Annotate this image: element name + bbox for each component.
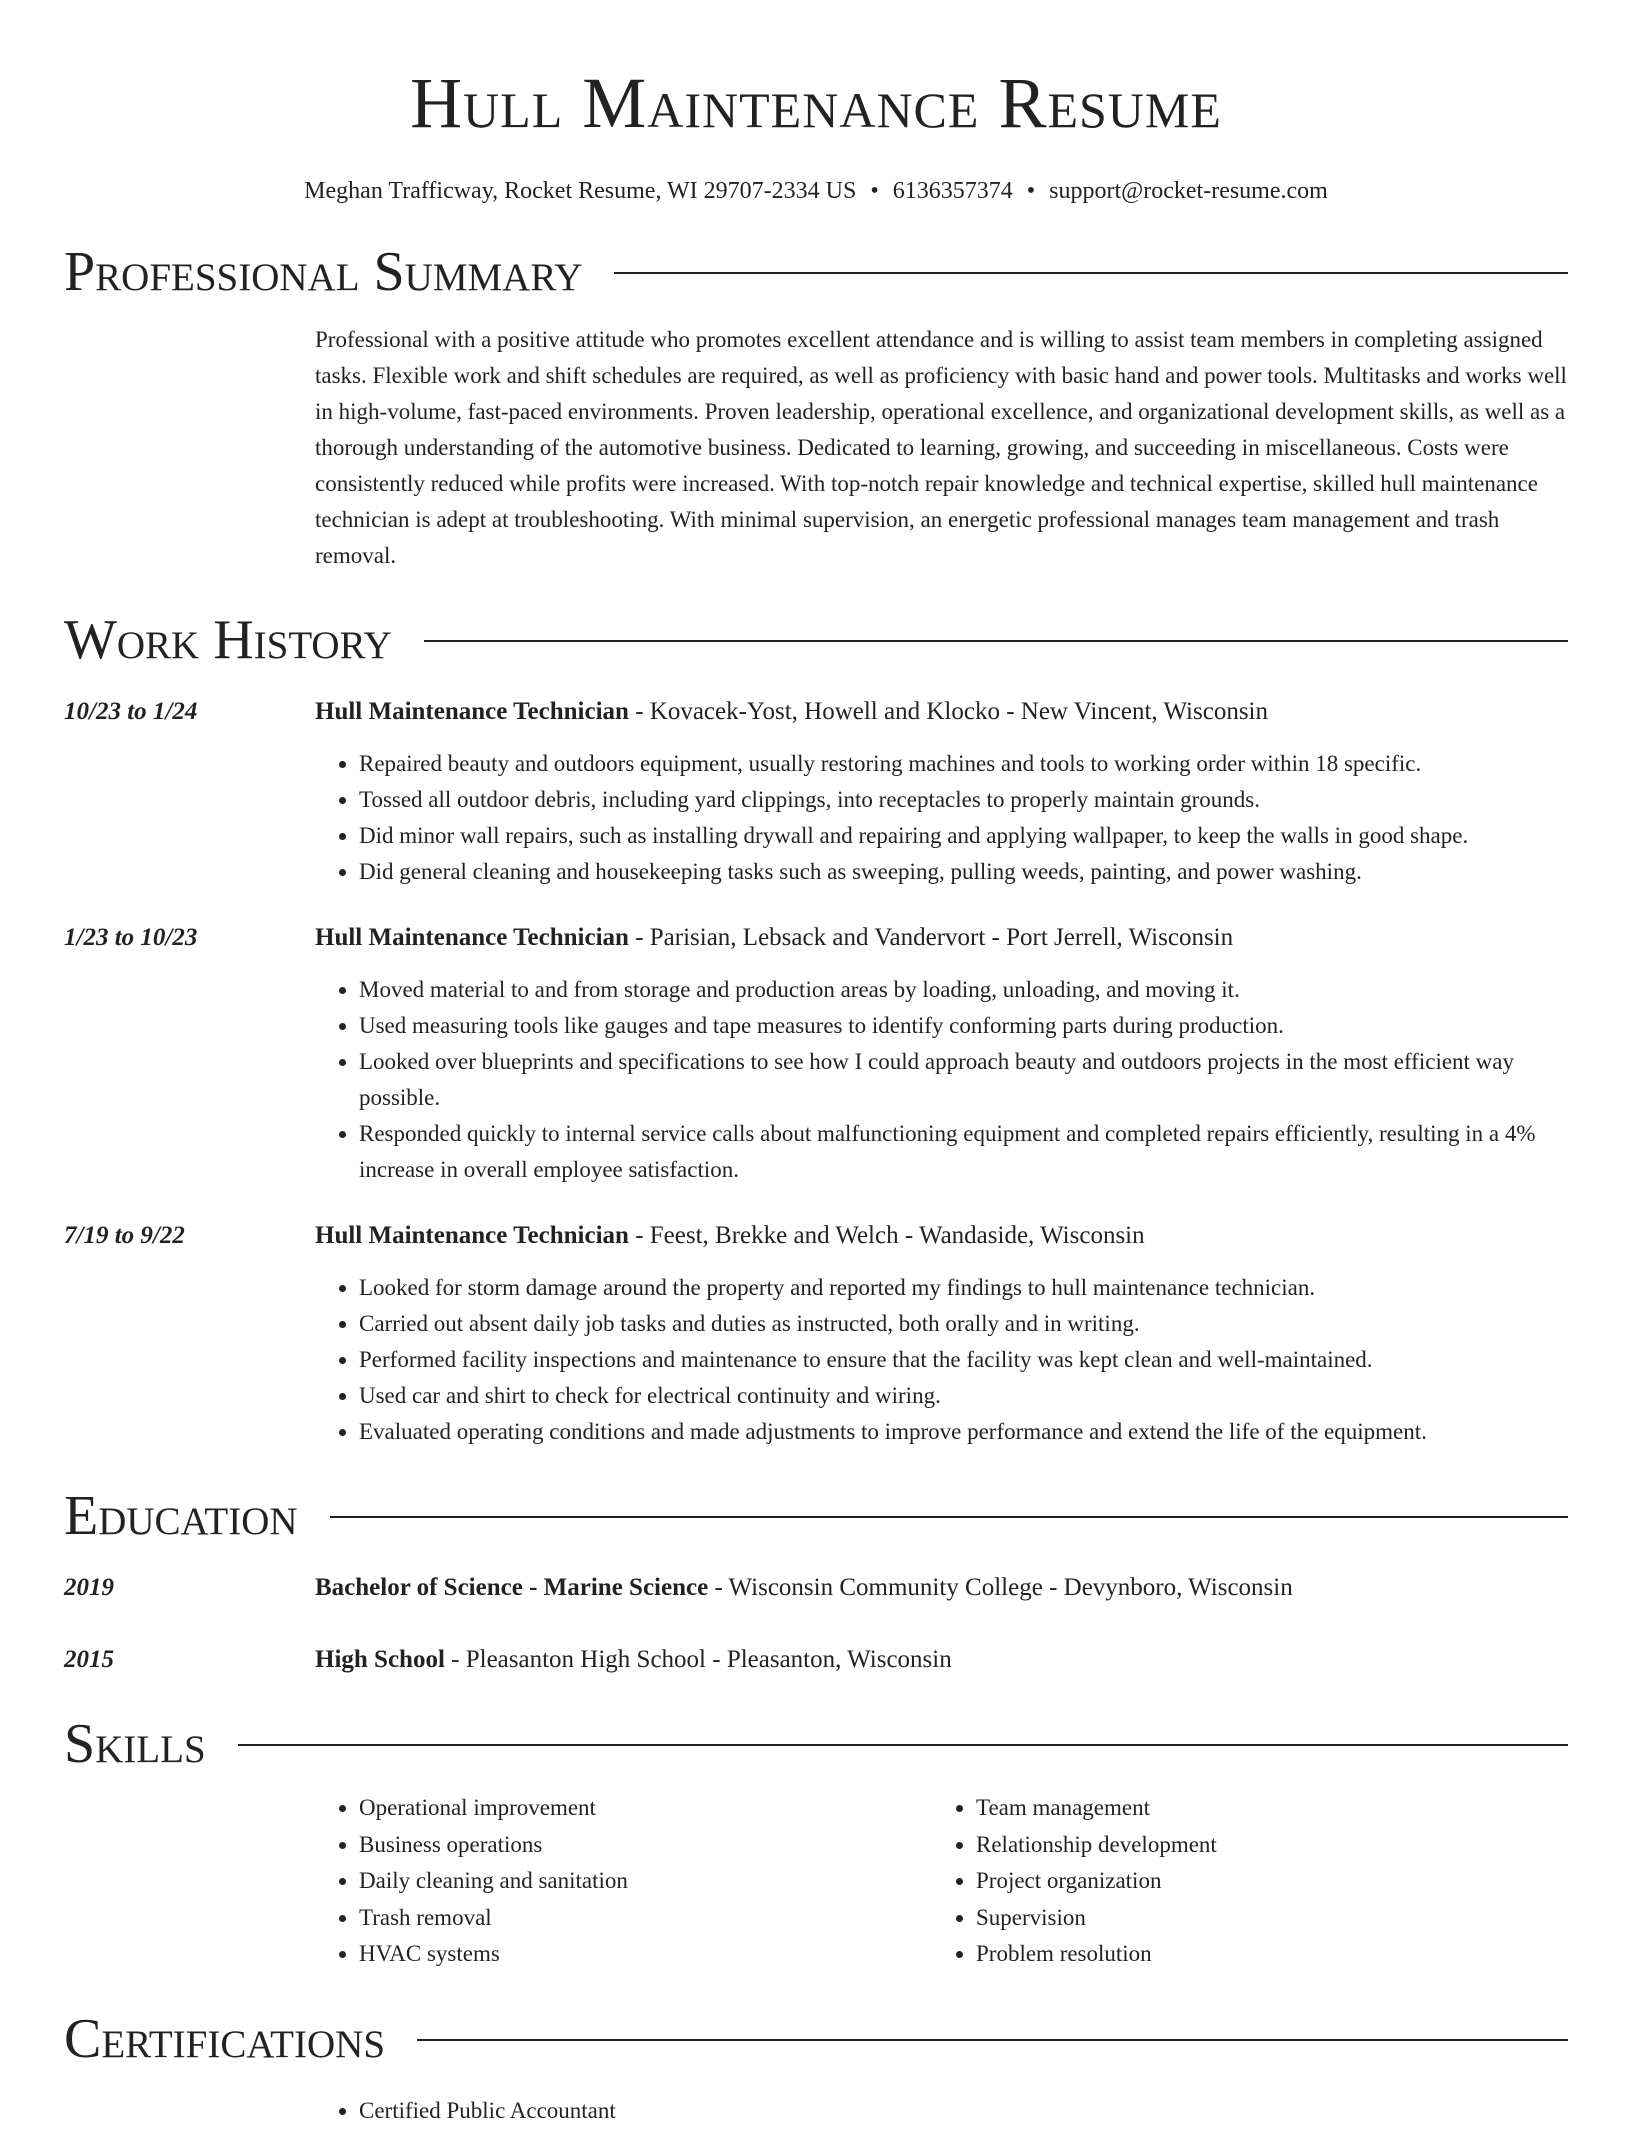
skill-item: • Daily cleaning and sanitation — [359, 1863, 932, 1900]
contact-email: support@rocket-resume.com — [1049, 178, 1328, 204]
job-title-line — [315, 920, 1568, 956]
education-body — [315, 1642, 1568, 1678]
job-bullet: • Carried out absent daily job tasks and duties as instructed, both orally and in writing. — [359, 1306, 1568, 1342]
summary-heading: Professional Summary — [64, 241, 583, 303]
job-bullet: • Used measuring tools like gauges and tape measures to identify conforming parts during production. — [359, 1008, 1568, 1044]
skill-item: • Supervision — [976, 1900, 1549, 1937]
job-bullet: • Did minor wall repairs, such as installing drywall and repairing and applying wallpaper, to keep the walls in good shape. — [359, 818, 1568, 854]
skills-column-right — [932, 1790, 1549, 1973]
skills-heading: Skills — [64, 1713, 206, 1775]
education-date: 2019 — [64, 1574, 114, 1601]
job-bullet: • Looked over blueprints and specifications to see how I could approach beauty and outdoors projects in the most efficient way possible. — [359, 1044, 1568, 1116]
job-body — [315, 694, 1568, 890]
education-line — [315, 1642, 1568, 1678]
job-body — [315, 1218, 1568, 1450]
job-bullet: • Did general cleaning and housekeeping tasks such as sweeping, pulling weeds, painting, and power washing. — [359, 854, 1568, 890]
job-entry — [64, 1218, 1568, 1450]
job-bullet: • Repaired beauty and outdoors equipment, usually restoring machines and tools to working order within 18 specific. — [359, 746, 1568, 782]
job-bullet: • Responded quickly to internal service calls about malfunctioning equipment and completed repairs efficiently, resulting in a 4% increase in overall employee satisfaction. — [359, 1116, 1568, 1188]
certifications-section-header — [64, 2007, 1568, 2071]
job-date: 7/19 to 9/22 — [64, 1222, 185, 1249]
certifications-heading: Certifications — [64, 2007, 386, 2070]
contact-line — [64, 176, 1568, 206]
job-details: - Parisian, Lebsack and Vandervort - Port Jerrell, Wisconsin — [628, 924, 1234, 951]
education-entry — [64, 1570, 1568, 1606]
education-line — [315, 1570, 1568, 1606]
job-bullets — [315, 1270, 1568, 1450]
section-divider — [330, 1516, 1568, 1518]
certifications-items — [315, 2093, 1568, 2129]
job-bullets — [315, 746, 1568, 890]
job-bullet: • Evaluated operating conditions and made adjustments to improve performance and extend the life of the equipment. — [359, 1414, 1568, 1450]
section-divider — [424, 640, 1568, 642]
skill-item: • Operational improvement — [359, 1790, 932, 1827]
skill-item: • Relationship development — [976, 1827, 1549, 1864]
skill-item: • Business operations — [359, 1827, 932, 1864]
skill-item: • HVAC systems — [359, 1936, 932, 1973]
job-body — [315, 920, 1568, 1188]
job-title: Hull Maintenance Technician — [315, 924, 629, 951]
job-title-line — [315, 1218, 1568, 1254]
work-section-header — [64, 608, 1568, 672]
job-bullet: • Moved material to and from storage and production areas by loading, unloading, and moving it. — [359, 972, 1568, 1008]
section-divider — [238, 1744, 1568, 1746]
skill-item: • Problem resolution — [976, 1936, 1549, 1973]
resume-title: Hull Maintenance Resume — [410, 63, 1222, 143]
job-bullet: • Looked for storm damage around the property and reported my findings to hull maintenance technician. — [359, 1270, 1568, 1306]
skills-column-left — [315, 1790, 932, 1973]
job-title: Hull Maintenance Technician — [315, 698, 629, 725]
contact-phone: 6136357374 — [892, 178, 1013, 204]
job-date: 1/23 to 10/23 — [64, 924, 198, 951]
job-bullet: • Tossed all outdoor debris, including yard clippings, into receptacles to properly maintain grounds. — [359, 782, 1568, 818]
job-entry — [64, 920, 1568, 1188]
job-title: Hull Maintenance Technician — [315, 1222, 629, 1249]
job-bullet: • Used car and shirt to check for electrical continuity and wiring. — [359, 1378, 1568, 1414]
contact-separator: • — [1026, 178, 1036, 204]
skill-item: • Team management — [976, 1790, 1549, 1827]
job-details: - Kovacek-Yost, Howell and Klocko - New Vincent, Wisconsin — [628, 698, 1268, 725]
section-divider — [417, 2039, 1568, 2041]
contact-address: Meghan Trafficway, Rocket Resume, WI 29707-2334 US — [304, 178, 857, 204]
job-date: 10/23 to 1/24 — [64, 698, 198, 725]
education-entry — [64, 1642, 1568, 1678]
section-divider — [614, 272, 1568, 274]
education-date: 2015 — [64, 1646, 114, 1673]
job-entry — [64, 694, 1568, 890]
education-section-header — [64, 1484, 1568, 1548]
skill-item: • Trash removal — [359, 1900, 932, 1937]
skills-list — [315, 1790, 1568, 1973]
education-degree: Bachelor of Science - Marine Science — [315, 1574, 709, 1601]
work-heading: Work History — [64, 609, 392, 671]
contact-separator: • — [870, 178, 879, 204]
certifications-list — [315, 2093, 1568, 2129]
summary-section-header — [64, 240, 1568, 304]
certification-item: • Certified Public Accountant — [359, 2093, 1568, 2129]
education-body — [315, 1570, 1568, 1606]
job-bullet: • Performed facility inspections and maintenance to ensure that the facility was kept clean and well-maintained. — [359, 1342, 1568, 1378]
education-details: - Pleasanton High School - Pleasanton, Wisconsin — [444, 1646, 952, 1673]
job-details: - Feest, Brekke and Welch - Wandaside, Wisconsin — [628, 1222, 1145, 1249]
education-heading: Education — [64, 1485, 298, 1547]
job-title-line — [315, 694, 1568, 730]
summary-text: Professional with a positive attitude who promotes excellent attendance and is willing to assist team members in completing assigned tasks. Flexible work and shift schedules are required, as well as proficiency with basic hand and power tools. Multitasks and works well in high-volume, fast-paced environments. Proven leadership, operational excellence, and organizational development skills, as well as a thorough understanding of the automotive business. Dedicated to learning, growing, and succeeding in miscellaneous. Costs were consistently reduced while profits were increased. With top-notch repair knowledge and technical expertise, skilled hull maintenance technician is adept at troubleshooting. With minimal supervision, an energetic professional manages team management and trash removal. — [315, 327, 1567, 568]
education-degree: High School — [315, 1646, 445, 1673]
skill-item: • Project organization — [976, 1863, 1549, 1900]
skills-section-header — [64, 1712, 1568, 1776]
education-details: - Wisconsin Community College - Devynboro, Wisconsin — [708, 1574, 1293, 1601]
job-bullets — [315, 972, 1568, 1188]
